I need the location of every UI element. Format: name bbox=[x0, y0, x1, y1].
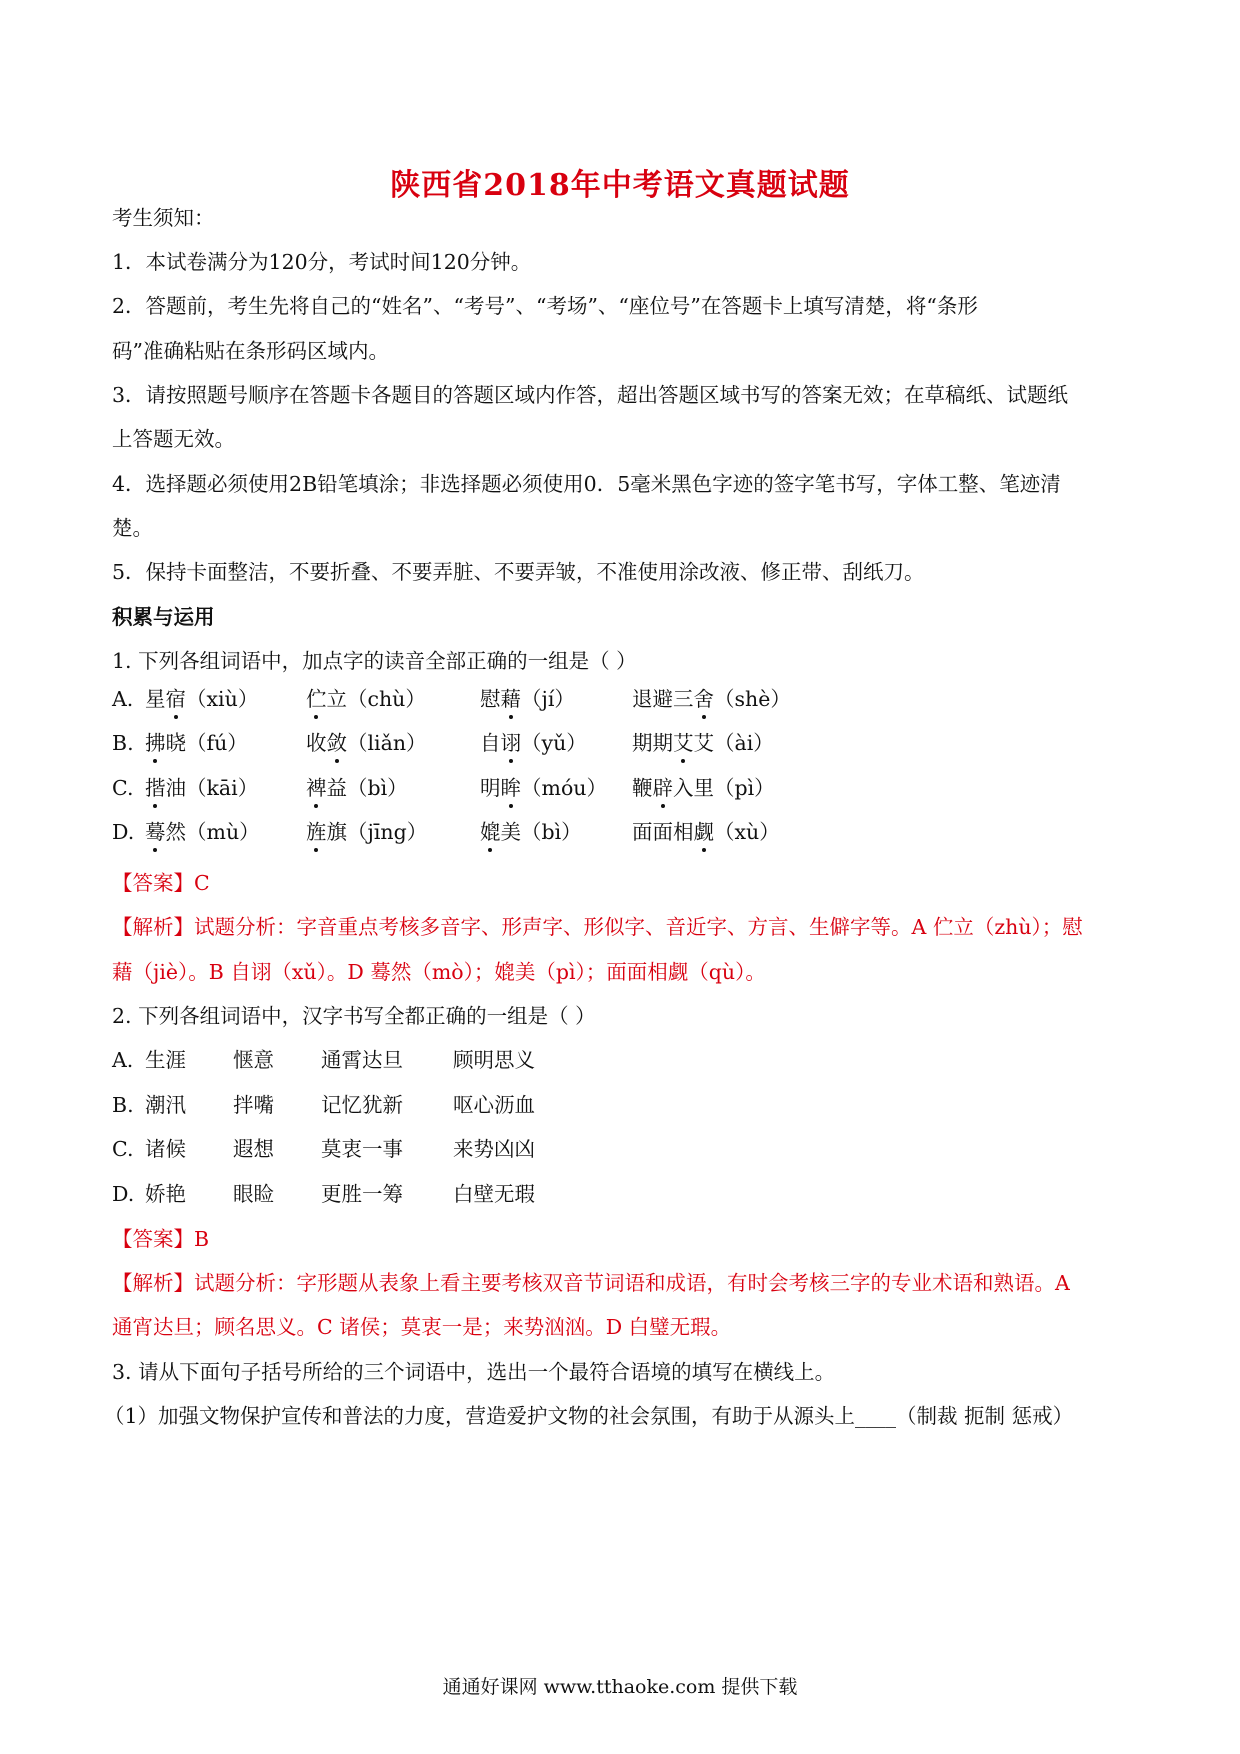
analysis-text: 试题分析：字形题从表象上看主要考核双音节词语和成语，有时会考核三字的专业术语和熟语。A bbox=[194, 1271, 1070, 1295]
word-text: 期期 bbox=[632, 731, 673, 755]
word-text: 慰 bbox=[480, 687, 501, 711]
question-2-analysis bbox=[112, 1269, 1142, 1297]
option-word bbox=[632, 774, 775, 802]
dotted-character: 艾 bbox=[673, 731, 694, 755]
word-text: 星 bbox=[145, 687, 166, 711]
word-pinyin: 美（bì） bbox=[500, 820, 582, 844]
option-letter: D. bbox=[112, 1182, 135, 1206]
page-footer: 通通好课网 www.tthaoke.com 提供下载 bbox=[442, 1676, 798, 1698]
option-letter: D. bbox=[112, 820, 135, 844]
option-word: 呕心沥血 bbox=[453, 1093, 535, 1117]
dotted-character: 宿 bbox=[165, 687, 186, 711]
option-word: 白壁无瑕 bbox=[453, 1182, 535, 1206]
answer-value: B bbox=[194, 1227, 210, 1251]
word-pinyin: （liǎn） bbox=[347, 731, 427, 755]
word-pinyin: （yǔ） bbox=[521, 731, 587, 755]
analysis-tag: 【解析】 bbox=[112, 1271, 194, 1295]
dotted-character: 裨 bbox=[306, 776, 327, 800]
dotted-character: 辟 bbox=[652, 776, 673, 800]
question-2-stem: 2. 下列各组词语中，汉字书写全都正确的一组是（ ） bbox=[112, 1004, 596, 1028]
section-title: 积累与运用 bbox=[112, 605, 215, 629]
word-pinyin: （móu） bbox=[521, 776, 607, 800]
word-pinyin: 旗（jīng） bbox=[326, 820, 428, 844]
option-letter: A. bbox=[112, 687, 134, 711]
word-pinyin: 益（bì） bbox=[326, 776, 408, 800]
word-text: 面面相 bbox=[632, 820, 694, 844]
option-word bbox=[632, 729, 774, 757]
option-word: 通霄达旦 bbox=[321, 1048, 403, 1072]
option-word: 潮汛 bbox=[145, 1093, 186, 1117]
notice-item: 2．答题前，考生先将自己的“姓名”、“考号”、“考场”、“座位号”在答题卡上填写清楚，将“条形 bbox=[112, 294, 978, 318]
word-text: 明 bbox=[480, 776, 501, 800]
option-letter: A. bbox=[112, 1048, 134, 1072]
option-word bbox=[306, 729, 427, 757]
answer-tag: 【答案】 bbox=[112, 871, 194, 895]
option-word: 惬意 bbox=[233, 1048, 274, 1072]
dotted-character: 藉 bbox=[500, 687, 521, 711]
option-word bbox=[145, 685, 258, 713]
word-pinyin: （xù） bbox=[714, 820, 780, 844]
question-3-sub-1: （1）加强文物保护宣传和普法的力度，营造爱护文物的社会氛围，有助于从源头上____（制裁 扼制 惩戒） bbox=[104, 1404, 1074, 1428]
option-word: 顾明思义 bbox=[453, 1048, 535, 1072]
option-letter: B. bbox=[112, 1093, 134, 1117]
option-word: 拌嘴 bbox=[233, 1093, 274, 1117]
option-word: 眼睑 bbox=[233, 1182, 274, 1206]
option-word bbox=[480, 685, 575, 713]
option-word bbox=[145, 729, 248, 757]
option-word: 来势凶凶 bbox=[453, 1137, 535, 1161]
word-pinyin: 油（kāi） bbox=[165, 776, 259, 800]
question-2-analysis-cont: 通宵达旦；顾名思义。C 诸侯；莫衷一是；来势汹汹。D 白璧无瑕。 bbox=[112, 1315, 732, 1339]
analysis-tag: 【解析】 bbox=[112, 915, 194, 939]
option-word bbox=[145, 774, 258, 802]
question-1-stem: 1. 下列各组词语中，加点字的读音全部正确的一组是（ ） bbox=[112, 649, 637, 673]
option-letter: C. bbox=[112, 776, 134, 800]
option-word: 莫衷一事 bbox=[321, 1137, 403, 1161]
option-word: 生涯 bbox=[145, 1048, 186, 1072]
word-text: 退避三 bbox=[632, 687, 694, 711]
question-1-analysis-cont: 藉（jiè）。B 自诩（xǔ）。D 蓦然（mò）；媲美（pì）；面面相觑（qù）。 bbox=[112, 960, 766, 984]
dotted-character: 觑 bbox=[693, 820, 714, 844]
notice-item: 1．本试卷满分为120分，考试时间120分钟。 bbox=[112, 250, 532, 274]
option-word: 更胜一筹 bbox=[321, 1182, 403, 1206]
word-text: 收 bbox=[306, 731, 327, 755]
dotted-character: 眸 bbox=[500, 776, 521, 800]
page-title: 陕西省2018年中考语文真题试题 bbox=[390, 168, 850, 203]
option-word bbox=[480, 818, 582, 846]
dotted-character: 舍 bbox=[693, 687, 714, 711]
option-letter: B. bbox=[112, 731, 134, 755]
notice-item: 楚。 bbox=[112, 516, 153, 540]
option-word: 遐想 bbox=[233, 1137, 274, 1161]
word-pinyin: 然（mù） bbox=[165, 820, 260, 844]
option-word bbox=[145, 818, 260, 846]
question-3-stem: 3. 请从下面句子括号所给的三个词语中，选出一个最符合语境的填写在横线上。 bbox=[112, 1360, 836, 1384]
word-pinyin: （jí） bbox=[521, 687, 575, 711]
question-1-answer bbox=[112, 869, 1142, 897]
word-pinyin: 入里（pì） bbox=[673, 776, 775, 800]
notice-heading: 考生须知： bbox=[112, 206, 215, 230]
dotted-character: 伫 bbox=[306, 687, 327, 711]
dotted-character: 媲 bbox=[480, 820, 501, 844]
option-word bbox=[480, 774, 607, 802]
dotted-character: 揩 bbox=[145, 776, 166, 800]
notice-item: 上答题无效。 bbox=[112, 427, 235, 451]
option-word bbox=[480, 729, 587, 757]
dotted-character: 敛 bbox=[326, 731, 347, 755]
dotted-character: 蓦 bbox=[145, 820, 166, 844]
dotted-character: 诩 bbox=[500, 731, 521, 755]
question-2-answer bbox=[112, 1225, 1142, 1253]
answer-value: C bbox=[194, 871, 210, 895]
word-text: 自 bbox=[480, 731, 501, 755]
analysis-text: 试题分析：字音重点考核多音字、形声字、形似字、音近字、方言、生僻字等。A 伫立（zhù）；慰 bbox=[194, 915, 1083, 939]
dotted-character: 旌 bbox=[306, 820, 327, 844]
option-word bbox=[306, 774, 408, 802]
word-pinyin: 晓（fú） bbox=[165, 731, 248, 755]
option-word: 诸候 bbox=[145, 1137, 186, 1161]
option-word: 记忆犹新 bbox=[321, 1093, 403, 1117]
notice-item: 4．选择题必须使用2B铅笔填涂；非选择题必须使用0．5毫米黑色字迹的签字笔书写，字体工整、笔迹清 bbox=[112, 472, 1061, 496]
notice-item: 码”准确粘贴在条形码区域内。 bbox=[112, 339, 389, 363]
word-pinyin: （xiù） bbox=[186, 687, 259, 711]
option-word bbox=[306, 685, 426, 713]
answer-tag: 【答案】 bbox=[112, 1227, 194, 1251]
question-1-analysis bbox=[112, 913, 1142, 941]
word-pinyin: 艾（ài） bbox=[693, 731, 774, 755]
word-pinyin: （shè） bbox=[714, 687, 791, 711]
word-text: 鞭 bbox=[632, 776, 653, 800]
option-word bbox=[632, 685, 791, 713]
notice-item: 5．保持卡面整洁，不要折叠、不要弄脏、不要弄皱，不准使用涂改液、修正带、刮纸刀。 bbox=[112, 560, 925, 584]
option-word bbox=[306, 818, 427, 846]
dotted-character: 拂 bbox=[145, 731, 166, 755]
word-pinyin: 立（chù） bbox=[326, 687, 426, 711]
option-word: 娇艳 bbox=[145, 1182, 186, 1206]
option-letter: C. bbox=[112, 1137, 134, 1161]
option-word bbox=[632, 818, 780, 846]
notice-item: 3．请按照题号顺序在答题卡各题目的答题区域内作答，超出答题区域书写的答案无效；在草稿纸、试题纸 bbox=[112, 383, 1069, 407]
